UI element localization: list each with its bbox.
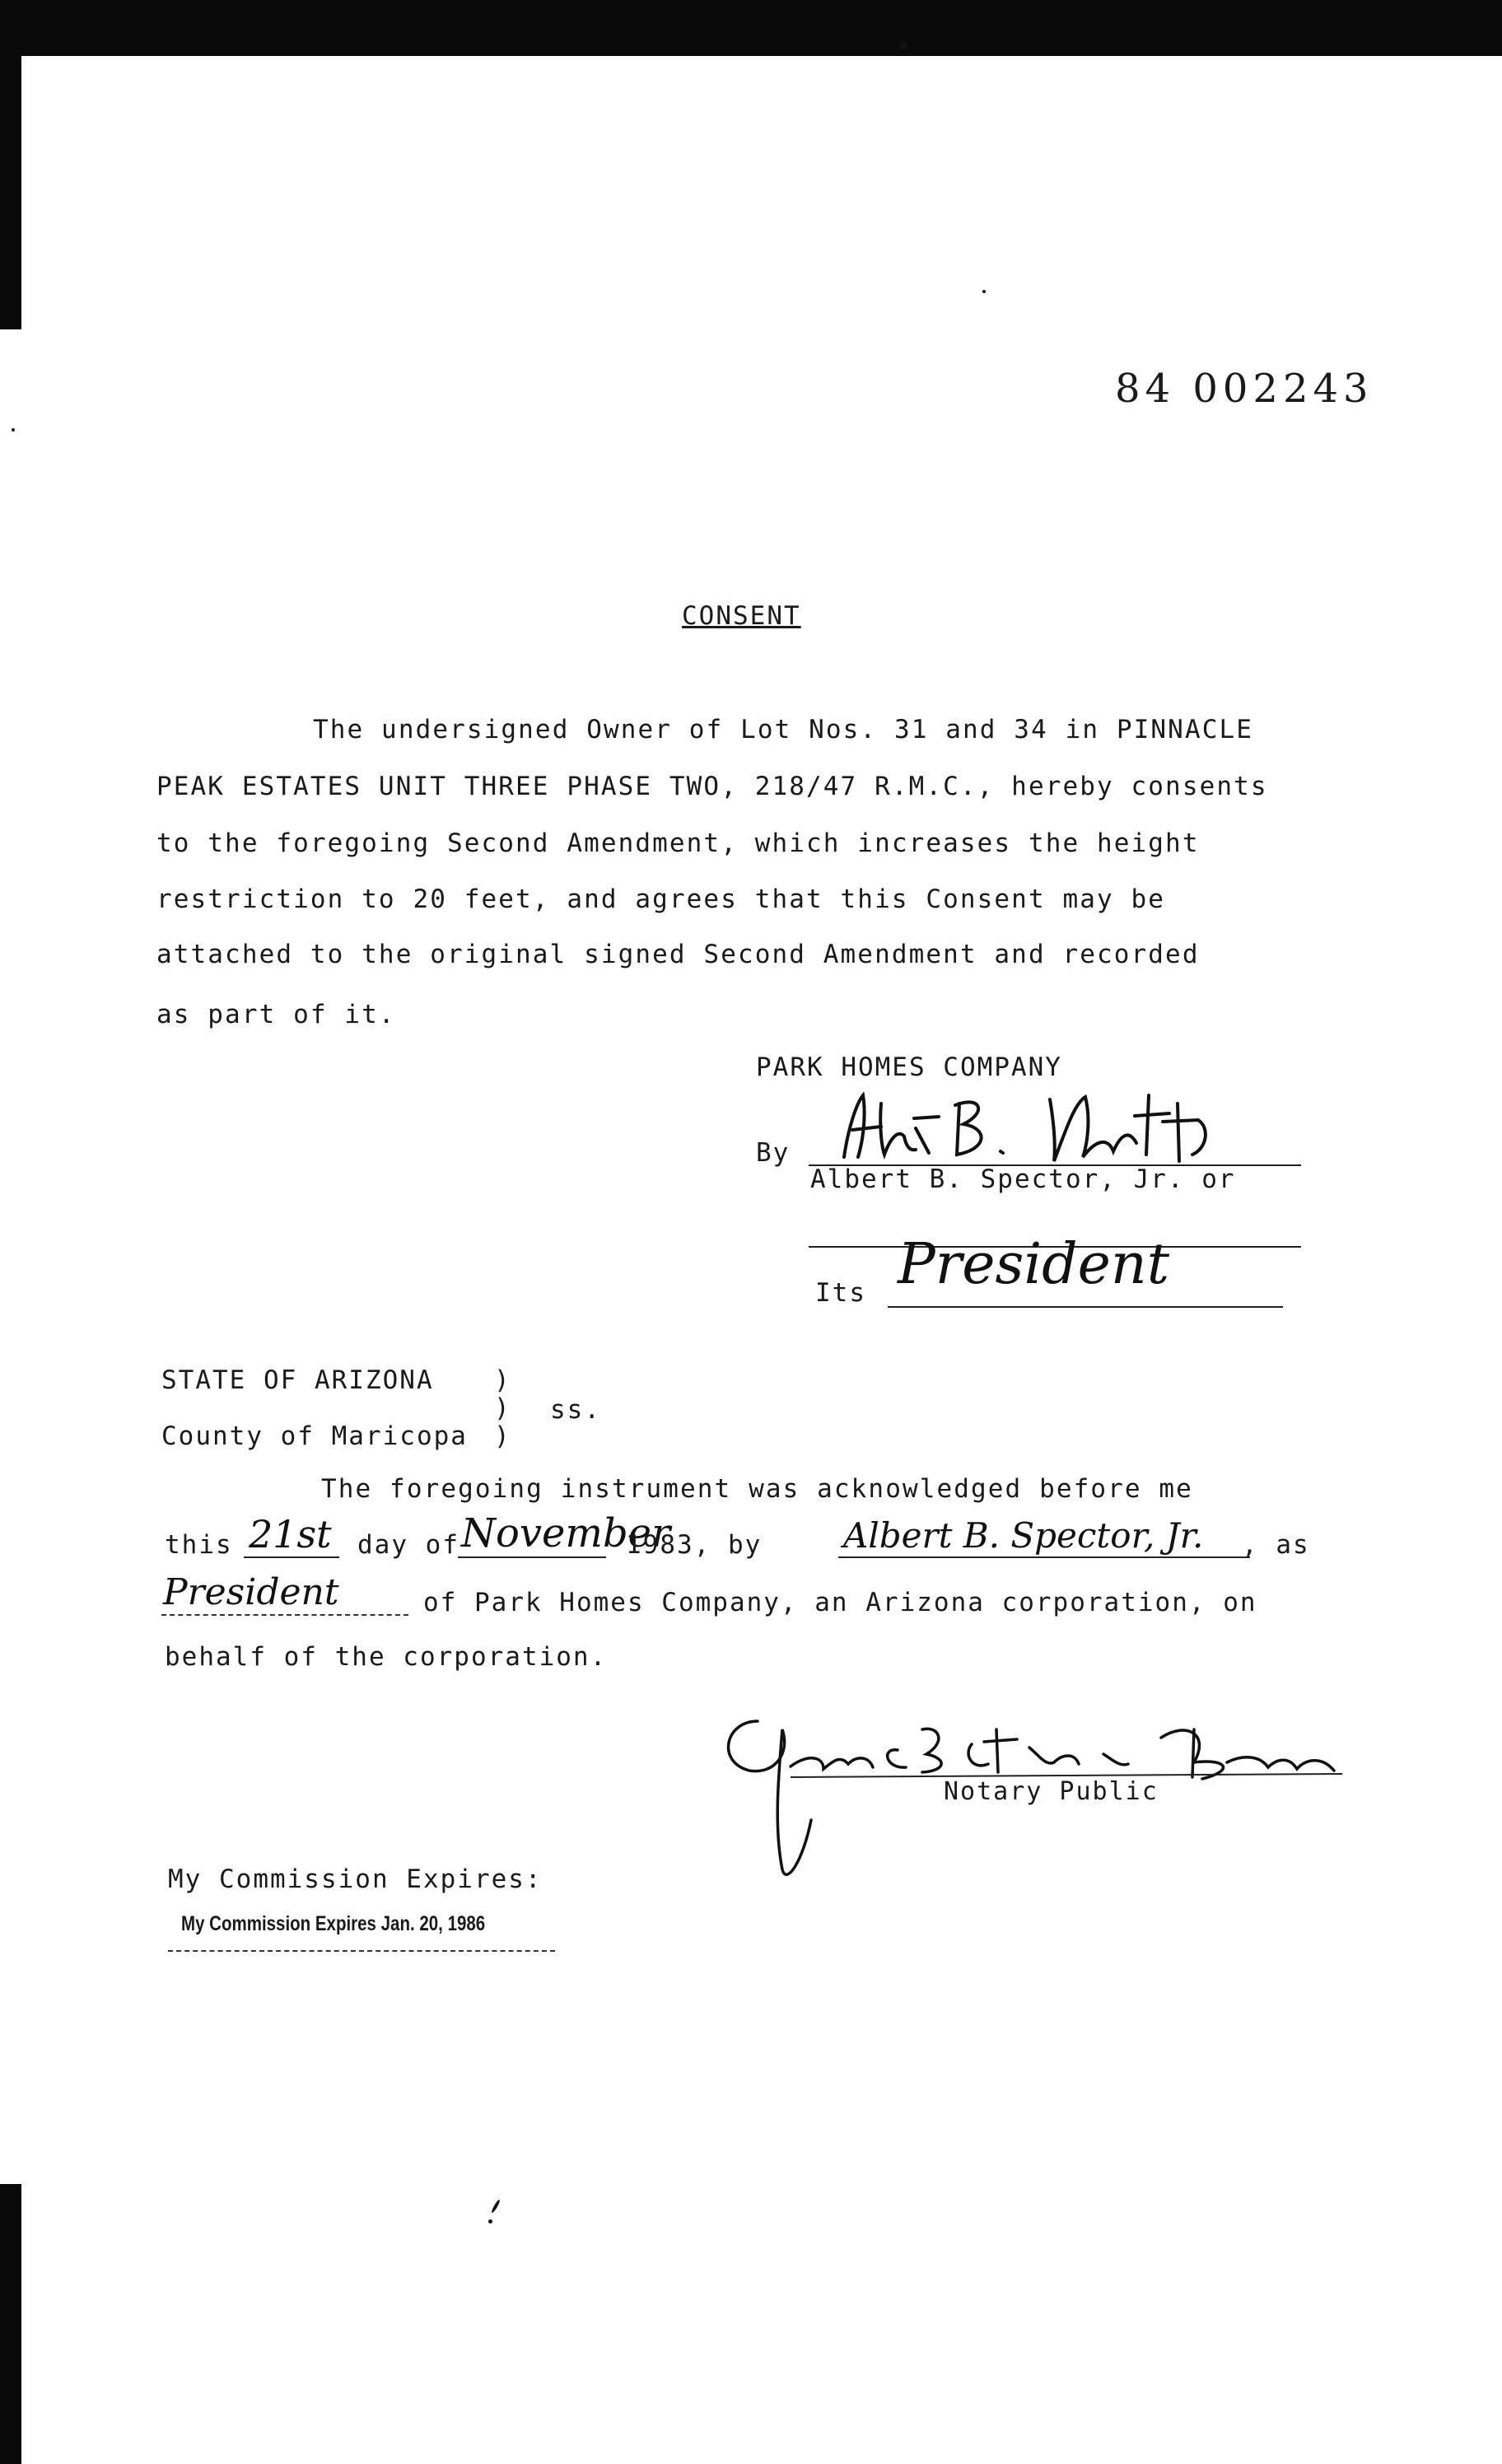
scan-edge-left-lower: [0, 2184, 21, 2464]
ack-year-by: 1983, by: [626, 1530, 763, 1560]
document-number: 84 002243: [1115, 366, 1374, 412]
commission-line: [168, 1950, 555, 1952]
ack-title-line: [161, 1614, 408, 1616]
title-line: [888, 1306, 1283, 1308]
by-label: By: [756, 1138, 791, 1168]
scan-speck: [12, 428, 15, 432]
venue-county: County of Maricopa: [161, 1421, 468, 1451]
ack-line: behalf of the corporation.: [165, 1642, 608, 1672]
name-line: [838, 1556, 1250, 1558]
month-line: [458, 1556, 606, 1558]
body-line: attached to the original signed Second Amendment and recorded: [156, 940, 1200, 969]
ack-day-label: day of: [357, 1530, 459, 1560]
ack-day-handwritten: 21st: [249, 1512, 332, 1556]
notary-caption: Notary Public: [944, 1777, 1159, 1806]
body-line: as part of it.: [156, 1000, 396, 1029]
ack-month-handwritten: November: [461, 1510, 671, 1556]
scan-edge-left: [0, 0, 21, 329]
scan-edge-top: [0, 0, 1502, 56]
commission-label: My Commission Expires:: [168, 1864, 543, 1894]
ack-this-label: this: [165, 1530, 233, 1560]
venue-bracket: ): [494, 1365, 511, 1395]
body-line: to the foregoing Second Amendment, which increases the height: [156, 828, 1200, 858]
body-line: The undersigned Owner of Lot Nos. 31 and 34 in PINNACLE: [313, 715, 1253, 744]
ack-title-handwritten: President: [163, 1571, 339, 1613]
ack-line: The foregoing instrument was acknowledged before me: [321, 1474, 1193, 1504]
venue-bracket: ): [494, 1393, 511, 1423]
scan-speck: [491, 2199, 501, 2214]
ack-name-handwritten: Albert B. Spector, Jr.: [843, 1515, 1204, 1556]
company-name: PARK HOMES COMPANY: [756, 1052, 1062, 1082]
venue-state: STATE OF ARIZONA: [161, 1365, 434, 1395]
its-title-handwritten: President: [898, 1232, 1170, 1297]
its-label: Its: [815, 1278, 866, 1308]
venue-ss: ss.: [550, 1395, 601, 1425]
document-title: CONSENT: [682, 601, 801, 631]
body-line: restriction to 20 feet, and agrees that this Consent may be: [156, 884, 1166, 914]
day-line: [244, 1556, 339, 1558]
scan-speck: [488, 2219, 492, 2224]
body-line: PEAK ESTATES UNIT THREE PHASE TWO, 218/47 R.M.C., hereby consents: [156, 772, 1268, 801]
owner-signature: [823, 1079, 1318, 1169]
scan-speck: [982, 290, 986, 293]
scan-speck: [899, 41, 907, 49]
ack-line: of Park Homes Company, an Arizona corporation, on: [423, 1588, 1257, 1617]
ack-as-label: , as: [1242, 1530, 1310, 1560]
venue-bracket: ): [494, 1421, 511, 1451]
commission-stamp: My Commission Expires Jan. 20, 1986: [181, 1912, 486, 1935]
signer-caption: Albert B. Spector, Jr. or: [810, 1164, 1236, 1194]
